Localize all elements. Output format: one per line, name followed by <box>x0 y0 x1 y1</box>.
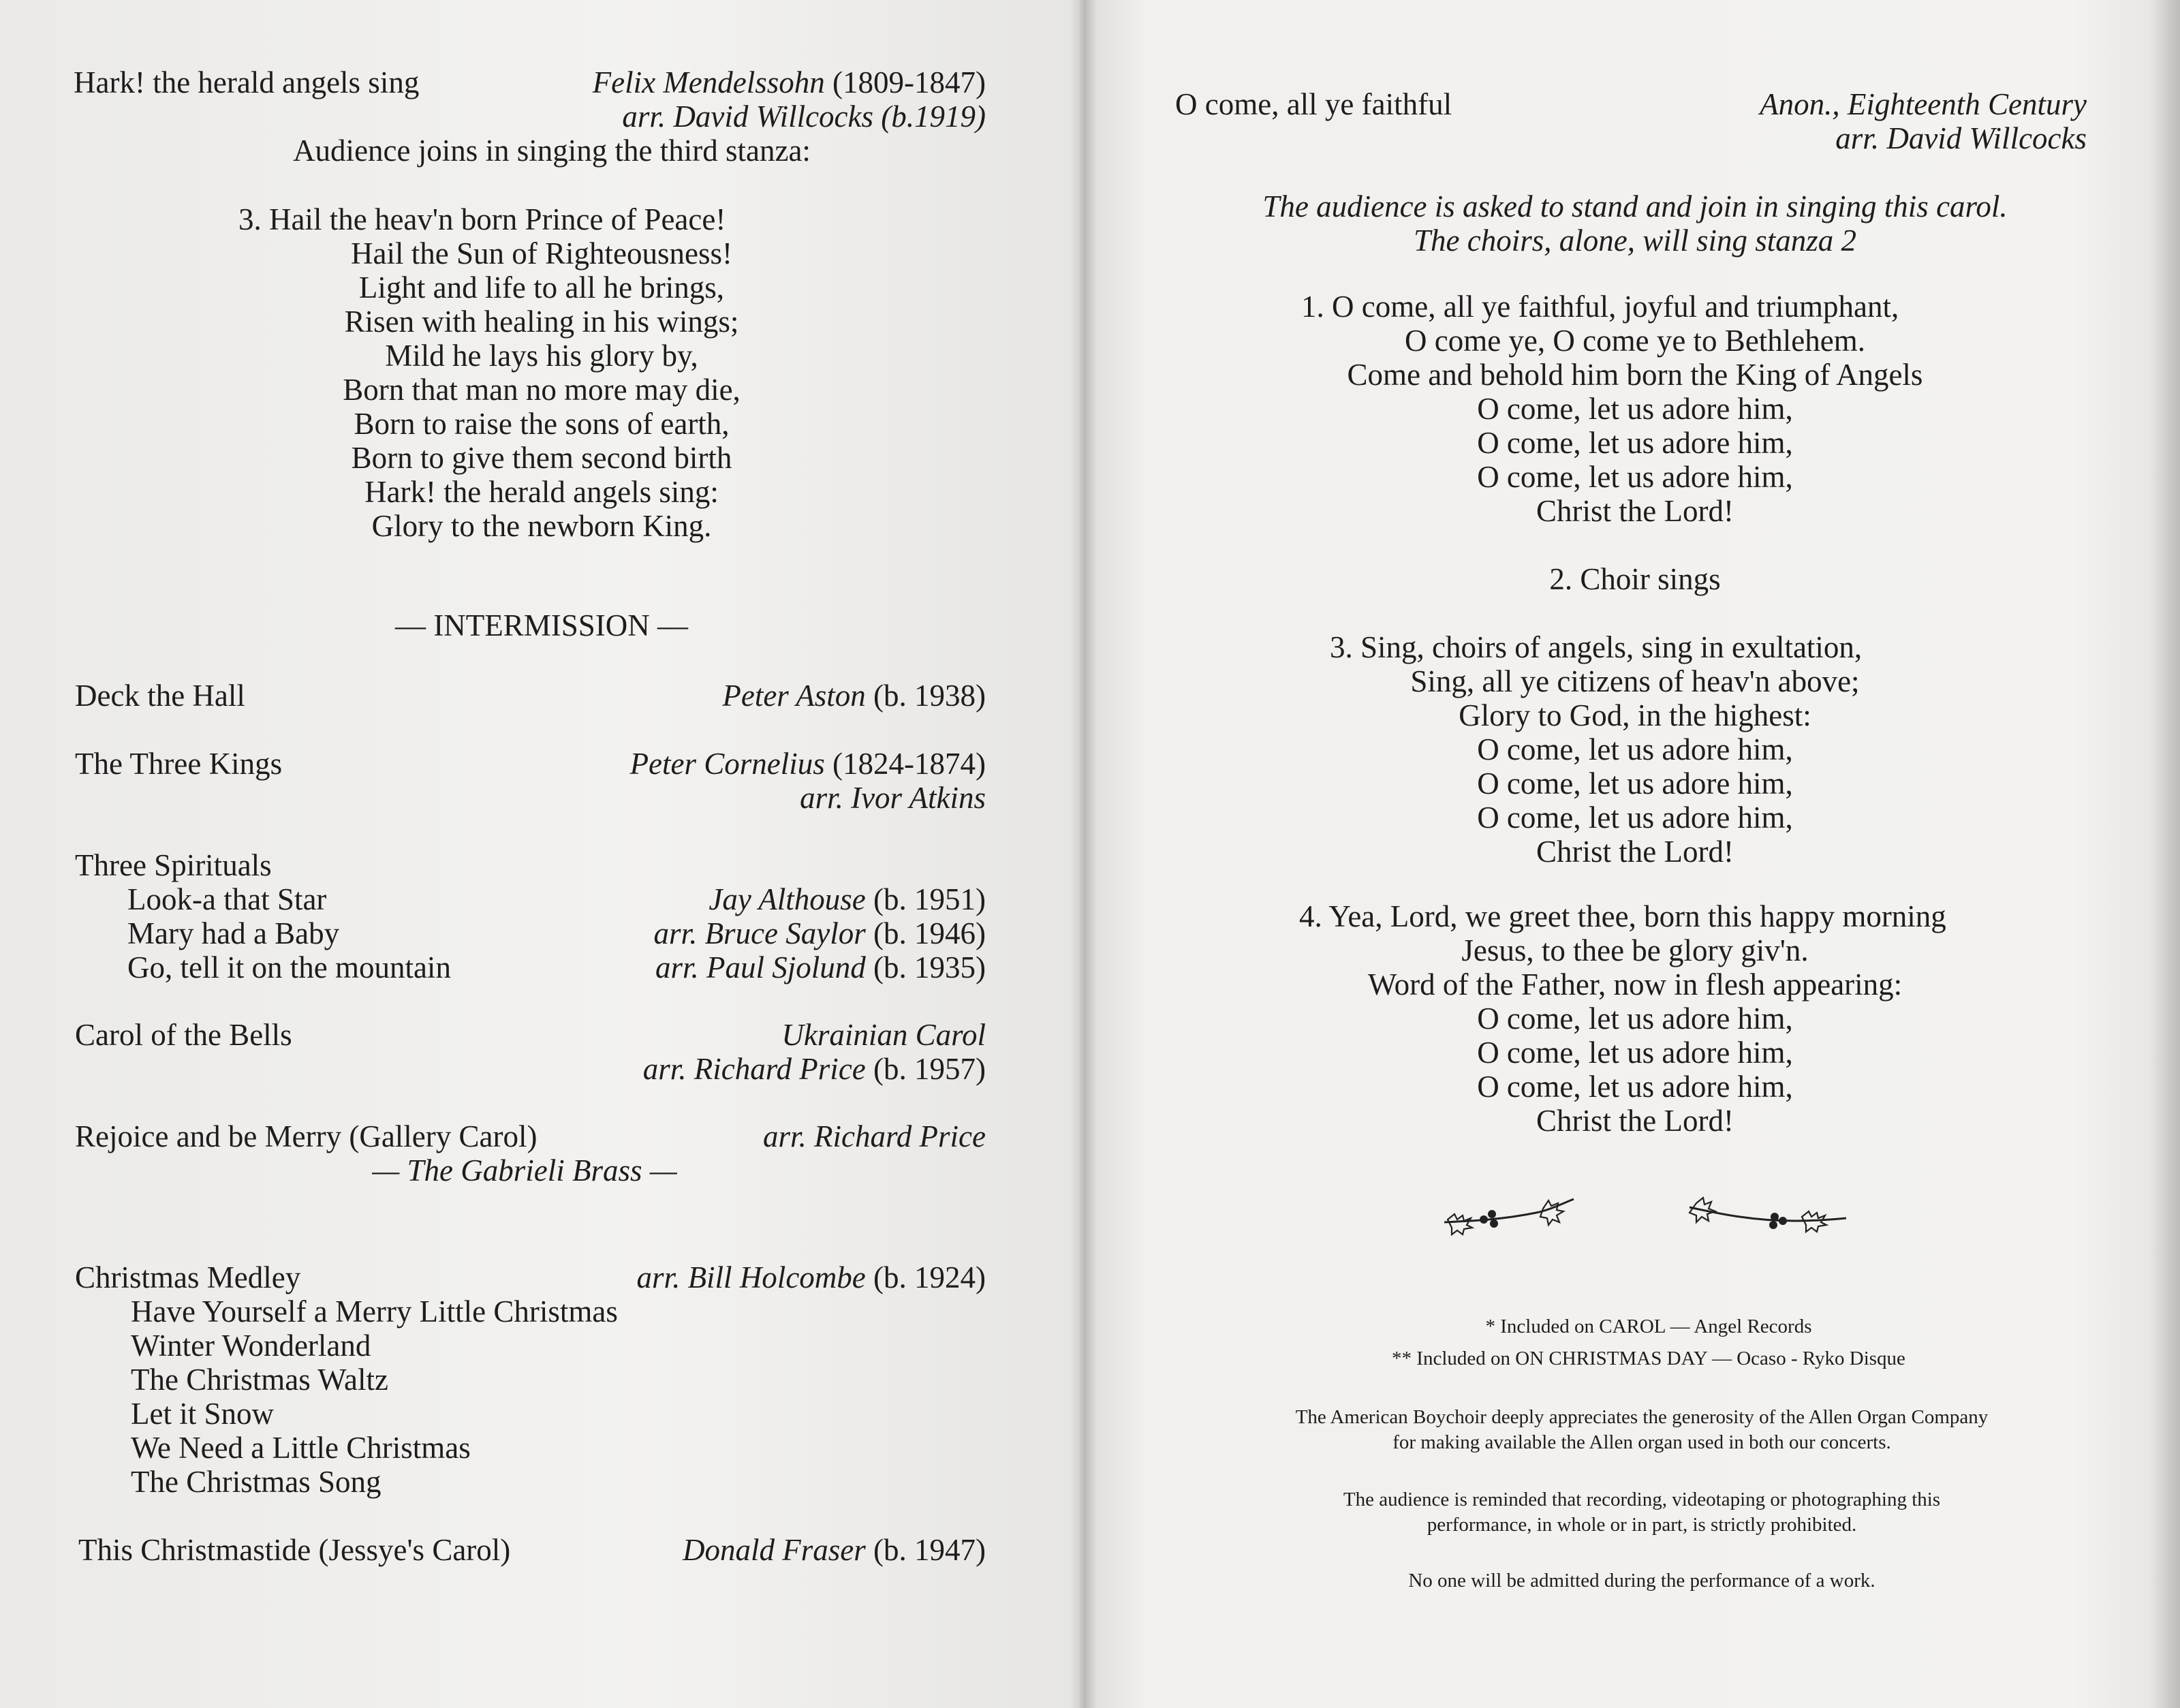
stanza-line: Word of the Father, now in flesh appearing: <box>1367 967 1903 1001</box>
stanza-line: O come, let us adore him, <box>1477 460 1793 494</box>
stanza-line: Glory to God, in the highest: <box>1459 698 1811 732</box>
adeste-composer: Anon., Eighteenth Century <box>1760 87 2087 121</box>
stanza-line: Hark! the herald angels sing: <box>364 475 719 509</box>
medley-item: The Christmas Song <box>131 1465 382 1499</box>
hark-composer <box>593 65 986 99</box>
medley-item: Let it Snow <box>131 1397 274 1431</box>
hark-title: Hark! the herald angels sing <box>74 65 420 99</box>
rejoice-arranger: arr. Richard Price <box>762 1119 986 1153</box>
arranger-dates: (b. 1957) <box>865 1052 986 1086</box>
composer-dates: (1824-1874) <box>824 747 986 781</box>
composer-name: Donald Fraser <box>683 1533 866 1567</box>
composer-dates: (b. 1935) <box>865 950 986 984</box>
stanza-line: Christ the Lord! <box>1536 835 1734 869</box>
stanza-line: O come, let us adore him, <box>1477 801 1793 835</box>
book-gutter <box>1070 0 1097 1708</box>
composer-name: arr. Paul Sjolund <box>655 950 866 984</box>
adeste-instruction: The choirs, alone, will sing stanza 2 <box>1413 223 1857 258</box>
composer-dates: (b. 1946) <box>865 916 986 950</box>
spiritual-item-title: Mary had a Baby <box>127 916 340 950</box>
composer-dates: (b. 1951) <box>865 882 986 916</box>
arranger-name: arr. Richard Price <box>642 1052 866 1086</box>
spiritual-item-composer <box>708 882 986 916</box>
stanza-line: Born to give them second birth <box>351 441 732 475</box>
stanza-line: O come, let us adore him, <box>1477 1036 1793 1070</box>
three-kings-title: The Three Kings <box>75 747 283 781</box>
stanza-line: Born to raise the sons of earth, <box>354 407 730 441</box>
bells-title: Carol of the Bells <box>75 1018 292 1052</box>
stanza-line: Christ the Lord! <box>1536 1104 1734 1138</box>
rejoice-title: Rejoice and be Merry (Gallery Carol) <box>75 1119 538 1153</box>
stanza-line: 1. O come, all ye faithful, joyful and triumphant, <box>1301 290 1899 324</box>
adeste-stanza-2: 2. Choir sings <box>1549 562 1721 596</box>
adeste-arranger: arr. David Willcocks <box>1835 121 2087 155</box>
medley-item: Winter Wonderland <box>131 1329 371 1363</box>
hark-arranger <box>622 99 986 134</box>
stanza-line: Light and life to all he brings, <box>358 270 725 305</box>
adeste-title: O come, all ye faithful <box>1175 87 1452 121</box>
stanza-line: O come, let us adore him, <box>1477 426 1793 460</box>
spiritual-item-title: Go, tell it on the mountain <box>127 950 451 984</box>
page-edge-shadow <box>2149 0 2180 1708</box>
stanza-line: Born that man no more may die, <box>343 373 741 407</box>
arranger-dates: (b.1919) <box>873 99 986 134</box>
stanza-line: Mild he lays his glory by, <box>385 339 698 373</box>
stanza-line: O come, let us adore him, <box>1477 1001 1793 1036</box>
stanza-line: O come, let us adore him, <box>1477 766 1793 801</box>
arranger-name: arr. David Willcocks <box>622 99 874 134</box>
composer-dates: (b. 1947) <box>865 1533 986 1567</box>
spirituals-title: Three Spirituals <box>75 848 272 882</box>
recording-notice: The audience is reminded that recording, videotaping or photographing this <box>1343 1489 1941 1510</box>
composer-name: Felix Mendelssohn <box>592 65 825 99</box>
organ-acknowledgement: The American Boychoir deeply appreciates the generosity of the Allen Organ Company <box>1295 1406 1989 1428</box>
hark-instruction: Audience joins in singing the third stanza: <box>293 134 811 168</box>
bells-arranger <box>643 1052 986 1086</box>
composer-name: Jay Althouse <box>708 882 866 916</box>
medley-item: The Christmas Waltz <box>131 1363 388 1397</box>
admission-notice: No one will be admitted during the performance of a work. <box>1408 1570 1875 1591</box>
composer-dates: (1809-1847) <box>824 65 986 99</box>
stanza-line: O come ye, O come ye to Bethlehem. <box>1404 324 1866 358</box>
stanza-line: Christ the Lord! <box>1536 494 1734 528</box>
medley-item: We Need a Little Christmas <box>131 1431 471 1465</box>
composer-name: Peter Cornelius <box>629 747 825 781</box>
three-kings-composer <box>630 747 986 781</box>
recording-notice: performance, in whole or in part, is strictly prohibited. <box>1427 1514 1857 1536</box>
stanza-line: O come, let us adore him, <box>1477 1070 1793 1104</box>
spiritual-item-composer <box>655 950 986 984</box>
three-kings-arranger: arr. Ivor Atkins <box>800 781 986 815</box>
stanza-line: Jesus, to thee be glory giv'n. <box>1461 933 1809 967</box>
rejoice-performer: — The Gabrieli Brass — <box>372 1153 677 1187</box>
stanza-line: Hail the Sun of Righteousness! <box>351 236 732 270</box>
arranger-dates: (b. 1924) <box>865 1260 986 1294</box>
stanza-line: Come and behold him born the King of Angels <box>1347 358 1923 392</box>
stanza-line: O come, let us adore him, <box>1477 732 1793 766</box>
medley-title: Christmas Medley <box>75 1260 301 1294</box>
footnote: * Included on CAROL — Angel Records <box>1485 1316 1812 1337</box>
composer-name: Peter Aston <box>722 679 866 713</box>
medley-arranger <box>637 1260 986 1294</box>
medley-item: Have Yourself a Merry Little Christmas <box>131 1294 618 1329</box>
stanza-line: Risen with healing in his wings; <box>344 305 739 339</box>
christmastide-composer <box>683 1533 986 1567</box>
deck-title: Deck the Hall <box>75 679 245 713</box>
spiritual-item-composer <box>654 916 986 950</box>
arranger-name: arr. Bill Holcombe <box>636 1260 866 1294</box>
footnote: ** Included on ON CHRISTMAS DAY — Ocaso - Ryko Disque <box>1392 1348 1905 1369</box>
deck-composer <box>722 679 986 713</box>
stanza-line: Sing, all ye citizens of heav'n above; <box>1410 664 1860 698</box>
stanza-line: Glory to the newborn King. <box>371 509 712 543</box>
spiritual-item-title: Look-a that Star <box>127 882 327 916</box>
stanza-line: 4. Yea, Lord, we greet thee, born this happy morning <box>1299 899 1946 933</box>
bells-composer: Ukrainian Carol <box>781 1018 986 1052</box>
holly-ornament-icon <box>1686 1194 1850 1241</box>
stanza-line: 3. Hail the heav'n born Prince of Peace! <box>238 202 726 236</box>
composer-name: arr. Bruce Saylor <box>653 916 866 950</box>
stanza-line: 3. Sing, choirs of angels, sing in exultation, <box>1330 630 1863 664</box>
adeste-instruction: The audience is asked to stand and join in singing this carol. <box>1262 189 2008 223</box>
composer-dates: (b. 1938) <box>865 679 986 713</box>
intermission-heading: — INTERMISSION — <box>394 608 688 642</box>
stanza-line: O come, let us adore him, <box>1477 392 1793 426</box>
organ-acknowledgement: for making available the Allen organ used in both our concerts. <box>1392 1431 1891 1453</box>
christmastide-title: This Christmastide (Jessye's Carol) <box>78 1533 511 1567</box>
holly-ornament-icon <box>1441 1194 1577 1241</box>
